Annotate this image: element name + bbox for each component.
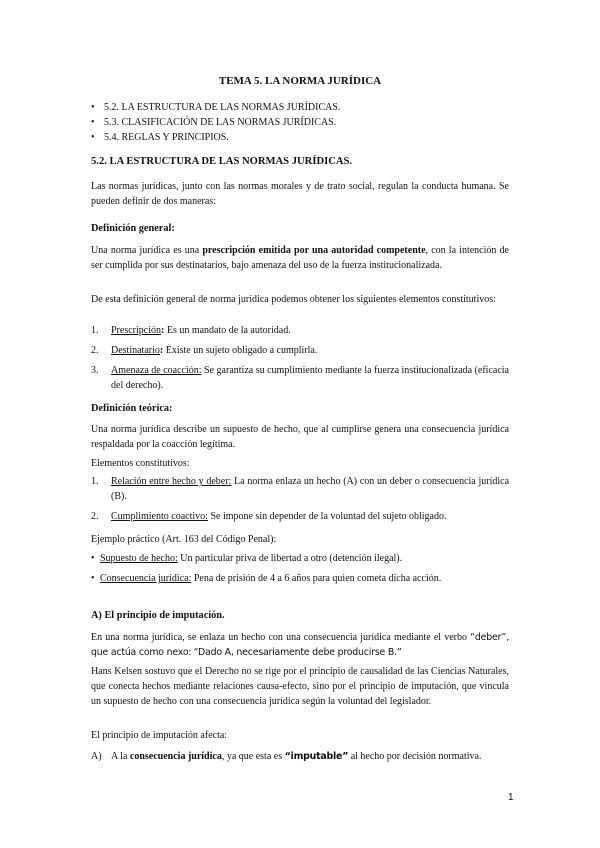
item-term: Supuesto de hecho: (100, 553, 178, 564)
list-item (91, 549, 509, 569)
item-number: 2. (91, 345, 99, 356)
kelsen-paragraph: Hans Kelsen sostuvo que el Derecho no se rige por el principio de causalidad de las Ciencias Naturales, que conecta hechos mediante relaciones causa-efecto, sino por el principio de imputación, que vincula un supuesto de hecho con una consecuencia jurídica según la voluntad del legislador. (91, 666, 509, 707)
list-item (91, 749, 509, 764)
general-elements-list (91, 323, 509, 393)
item-separator: : (161, 325, 165, 336)
text-run: al hecho por decisión normativa. (348, 751, 482, 762)
section-heading: 5.2. LA ESTRUCTURA DE LAS NORMAS JURÍDICAS. (91, 156, 353, 167)
text-run: En una norma jurídica, se enlaza un hecho con una consecuencia jurídica mediante el verbo (91, 632, 471, 643)
item-text: Se impone sin depender de la voluntad del sujeto obligado. (207, 511, 447, 522)
item-term: Relación entre hecho y deber: (111, 476, 232, 487)
general-definition-paragraph (91, 243, 509, 273)
text-run: A la (111, 751, 130, 762)
item-text: Es un mandato de la autoridad. (164, 325, 291, 336)
item-number: A) (91, 751, 102, 762)
theoretical-elements-list (91, 474, 509, 524)
item-number: 1. (91, 476, 99, 487)
item-number: 3. (91, 365, 99, 376)
general-elements-intro: De esta definición general de norma jurídica podemos obtener los siguientes elementos constitutivos: (91, 294, 496, 305)
item-term: Amenaza de coacción: (111, 365, 202, 376)
table-of-contents (91, 100, 340, 145)
document-title: TEMA 5. LA NORMA JURÍDICA (218, 75, 382, 87)
text-run: , ya que esta es (221, 751, 285, 762)
toc-item: • 5.4. REGLAS Y PRINCIPIOS. (91, 130, 340, 145)
text-run: : (188, 647, 194, 658)
toc-item: • 5.2. LA ESTRUCTURA DE LAS NORMAS JURÍDICAS. (91, 100, 340, 115)
list-item (91, 474, 509, 504)
imputation-heading: A) El principio de imputación. (91, 610, 225, 621)
imputation-paragraph (91, 630, 509, 660)
page-number: 1 (508, 792, 514, 803)
text-run: , con la intención de ser cumplida por sus destinatarios, bajo amenaza del uso de la fuerza institucionalizada. (91, 245, 509, 271)
theoretical-definition-paragraph: Una norma jurídica describe un supuesto de hecho, que al cumplirse genera una consecuencia jurídica respaldada por la coacción legítima. (91, 424, 509, 450)
quote-text: “imputable” (284, 751, 349, 762)
item-term: Destinatario (111, 345, 160, 356)
item-text: Un particular priva de libertad a otro (detención ilegal). (177, 553, 403, 564)
item-term: Cumplimiento coactivo: (111, 511, 208, 522)
theoretical-elements-intro: Elementos constitutivos: (91, 458, 190, 469)
list-item (91, 323, 509, 338)
general-definition-heading: Definición general: (91, 223, 175, 234)
list-item (91, 509, 509, 524)
toc-item: • 5.3. CLASIFICACIÓN DE LAS NORMAS JURÍDICAS. (91, 115, 340, 130)
quote-text: “Dado A, necesariamente debe producirse B.” (193, 647, 402, 658)
item-number: 2. (91, 511, 99, 522)
example-list (91, 549, 509, 589)
item-text: Se garantiza su cumplimiento mediante la fuerza institucionalizada (eficacia del derecho). (111, 365, 509, 391)
item-text: Existe un sujeto obligado a cumplirla. (163, 345, 318, 356)
document-page (91, 0, 509, 848)
list-item (91, 343, 509, 358)
item-term: Prescripción (111, 325, 161, 336)
theoretical-definition-heading: Definición teórica: (91, 403, 173, 414)
item-text: Pena de prisión de 4 a 6 años para quien cometa dicha acción. (191, 573, 442, 584)
item-text: La norma enlaza un hecho (A) con un deber o consecuencia jurídica (B). (111, 476, 510, 502)
imputation-affects-list (91, 749, 509, 764)
quote-text: “deber”, que actúa como nexo (91, 632, 509, 658)
imputation-affects-intro: El principio de imputación afecta: (91, 730, 228, 741)
list-item (91, 363, 509, 393)
emphasis-text: consecuencia jurídica (129, 751, 222, 762)
example-intro: Ejemplo práctico (Art. 163 del Código Penal): (91, 534, 277, 545)
item-term: Consecuencia jurídica: (100, 573, 192, 584)
section-intro: Las normas jurídicas, junto con las normas morales y de trato social, regulan la conducta humana. Se pueden definir de dos maneras: (91, 181, 509, 207)
list-item (91, 569, 509, 589)
item-separator: : (159, 345, 164, 356)
emphasis-text: prescripción emitida por una autoridad competente (202, 245, 426, 256)
text-run: Una norma jurídica es una (91, 245, 203, 256)
item-number: 1. (91, 325, 99, 336)
